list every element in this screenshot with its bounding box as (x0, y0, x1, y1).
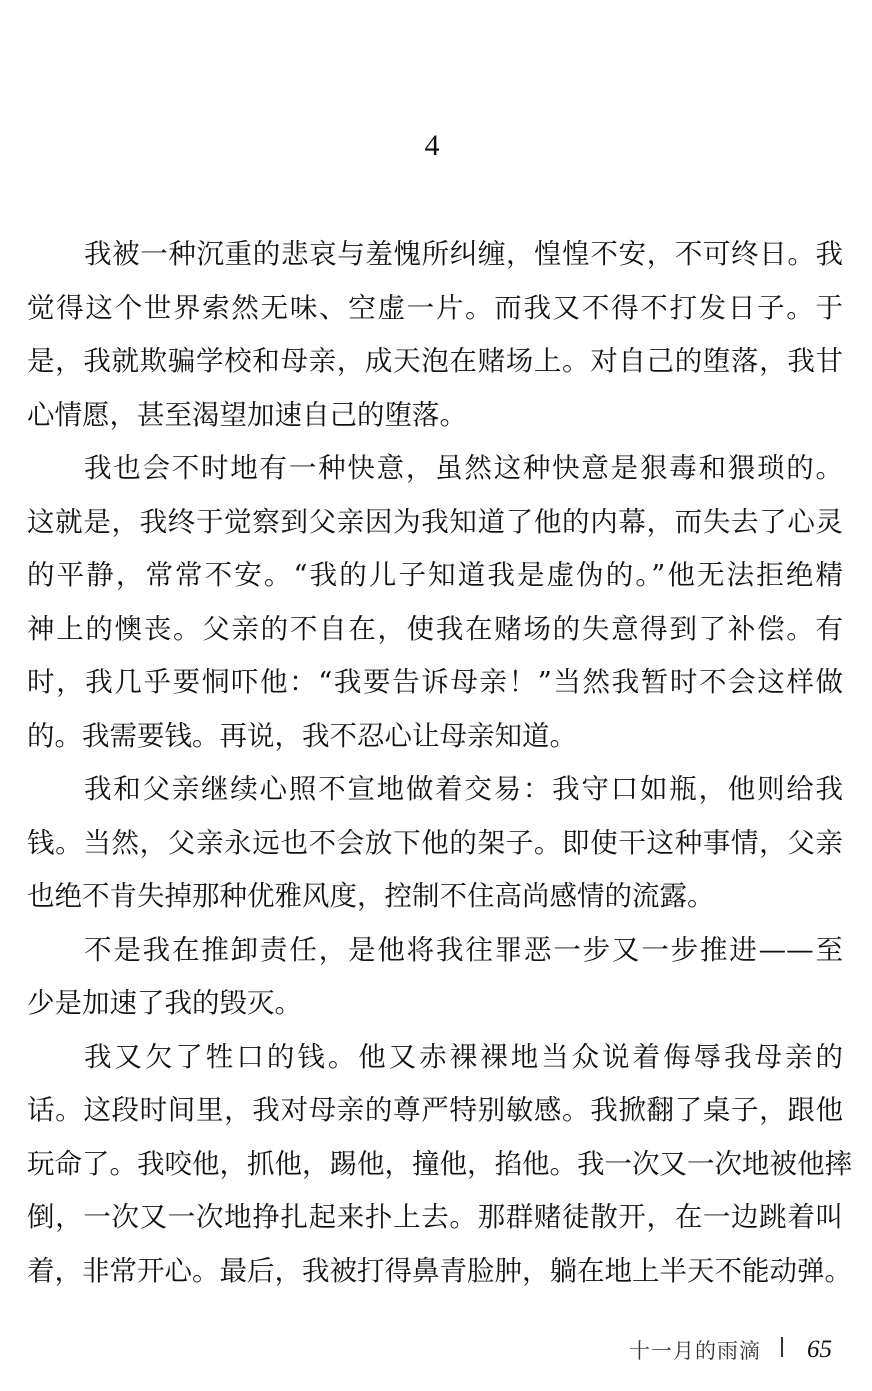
text-line: 钱。当然，父亲永远也不会放下他的架子。即使干这种事情，父亲 (27, 826, 843, 859)
text-line: 我也会不时地有一种快意，虽然这种快意是狠毒和猥琐的。 (84, 452, 843, 484)
text-line: 着，非常开心。最后，我被打得鼻青脸肿，躺在地上半天不能动弹。 (27, 1254, 852, 1287)
text-line: 是，我就欺骗学校和母亲，成天泡在赌场上。对自己的堕落，我甘 (27, 345, 843, 377)
text-line: 的平静，常常不安。“我的儿子知道我是虚伪的。”他无法拒绝精 (27, 559, 843, 591)
paragraph (27, 442, 843, 763)
text-line: 玩命了。我咬他，抓他，踢他，撞他，掐他。我一次又一次地被他摔 (27, 1147, 852, 1180)
text-line: 这就是，我终于觉察到父亲因为我知道了他的内幕，而失去了心灵 (27, 505, 843, 538)
text-line: 话。这段时间里，我对母亲的尊严特别敏感。我掀翻了桌子，跟他 (27, 1094, 843, 1126)
paragraph (27, 763, 843, 924)
footer-divider (781, 1337, 783, 1357)
text-line: 时，我几乎要恫吓他：“我要告诉母亲！”当然我暂时不会这样做 (27, 666, 843, 698)
section-number: 4 (424, 129, 440, 162)
text-line: 我和父亲继续心照不宣地做着交易：我守口如瓶，他则给我 (84, 773, 843, 805)
running-book-title: 十一月的雨滴 (629, 1339, 761, 1363)
text-line: 心情愿，甚至渴望加速自己的堕落。 (27, 398, 467, 431)
paragraph (27, 1031, 852, 1299)
text-line: 我被一种沉重的悲哀与羞愧所纠缠，惶惶不安，不可终日。我 (84, 238, 843, 270)
paragraph (27, 924, 843, 1031)
body-text (27, 228, 852, 1298)
page-footer (629, 1330, 832, 1370)
text-line: 倒，一次又一次地挣扎起来扑上去。那群赌徒散开，在一边跳着叫 (27, 1201, 843, 1233)
page-number: 65 (807, 1336, 832, 1363)
text-line: 也绝不肯失掉那种优雅风度，控制不住高尚感情的流露。 (27, 880, 715, 912)
text-line: 少是加速了我的毁灭。 (27, 987, 302, 1019)
text-line: 的。我需要钱。再说，我不忍心让母亲知道。 (27, 719, 577, 752)
text-line: 我又欠了牲口的钱。他又赤裸裸地当众说着侮辱我母亲的 (84, 1040, 843, 1073)
text-line: 神上的懊丧。父亲的不自在，使我在赌场的失意得到了补偿。有 (27, 612, 843, 645)
paragraph (27, 228, 843, 442)
text-line: 觉得这个世界索然无味、空虚一片。而我又不得不打发日子。于 (27, 291, 843, 324)
text-line: 不是我在推卸责任，是他将我往罪恶一步又一步推进——至 (84, 933, 843, 966)
